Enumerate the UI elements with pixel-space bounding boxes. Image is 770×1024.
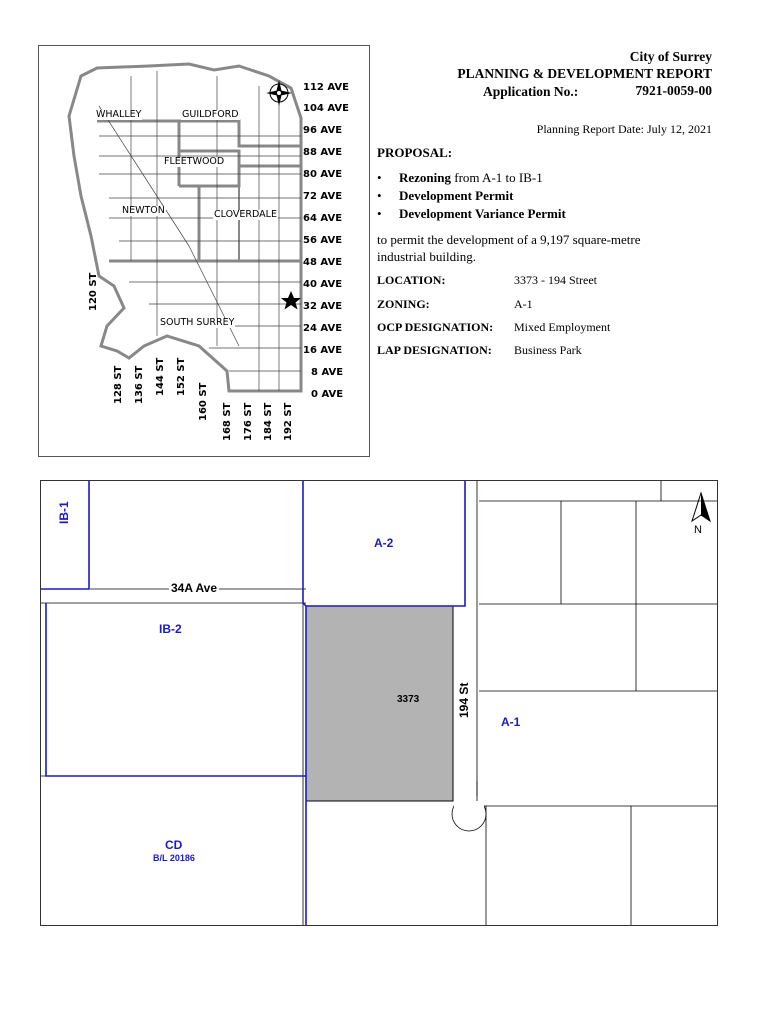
detail-label: LOCATION: [377,273,446,287]
ave-label: 56 AVE [303,235,343,246]
st-label: 160 ST [198,382,209,421]
subject-address: 3373 [397,694,420,705]
detail-label: OCP DESIGNATION: [377,320,494,334]
detail-label: ZONING: [377,297,430,311]
zone-a2-label: A-2 [374,536,394,550]
proposal-item: Development Variance Permit [399,206,566,221]
ave-label: 48 AVE [303,257,343,268]
st-label: 168 ST [222,402,233,441]
st-label: 152 ST [176,357,187,396]
report-title: PLANNING & DEVELOPMENT REPORT [457,66,712,81]
bullet-icon: • [377,188,382,203]
north-label: N [694,524,702,536]
zone-ib2-label: IB-2 [159,622,182,636]
ave-label: 80 AVE [303,169,343,180]
street-34a-ave: 34A Ave [171,581,218,595]
detail-value: Mixed Employment [514,320,611,334]
proposal-item: Development Permit [399,188,514,203]
st-label: 144 ST [155,357,166,396]
detail-value: 3373 - 194 Street [514,273,597,287]
site-map [40,480,718,926]
ave-label: 72 AVE [303,191,343,202]
area-label: NEWTON [122,205,165,216]
proposal-heading: PROPOSAL: [377,145,453,160]
ave-label: 32 AVE [303,301,343,312]
st-label: 192 ST [283,402,294,441]
st-label: 184 ST [263,402,274,441]
detail-label: LAP DESIGNATION: [377,343,492,357]
key-map [38,45,370,457]
proposal-purpose: to permit the development of a 9,197 square-metre [377,232,641,247]
report-date: Planning Report Date: July 12, 2021 [536,122,712,136]
ave-label: 112 AVE [303,82,349,93]
ave-label: 104 AVE [303,103,349,114]
bullet-icon: • [377,170,382,185]
application-number: 7921-0059-00 [635,83,712,98]
city-name: City of Surrey [629,49,712,64]
zone-ib1-label: IB-1 [57,501,71,524]
ave-label: 40 AVE [303,279,343,290]
street-194-st: 194 St [457,682,471,718]
area-label: FLEETWOOD [164,156,225,167]
ave-label: 88 AVE [303,147,343,158]
area-label: CLOVERDALE [214,209,277,220]
proposal-purpose: industrial building. [377,249,476,264]
area-label: WHALLEY [96,109,142,120]
area-label: SOUTH SURREY [160,317,235,328]
proposal-item: Rezoning from A-1 to IB-1 [399,170,543,185]
ave-label: 0 AVE [311,389,344,400]
zone-cd-label: CD [165,838,183,852]
ave-label: 96 AVE [303,125,343,136]
st-label: 176 ST [243,402,254,441]
st-label: 128 ST [113,365,124,404]
st-label: 120 ST [88,272,99,311]
zone-a1-label: A-1 [501,715,521,729]
area-label: GUILDFORD [182,109,239,120]
ave-label: 64 AVE [303,213,343,224]
detail-value: A-1 [514,297,533,311]
application-label: Application No.: [483,84,579,99]
ave-label: 8 AVE [311,367,344,378]
ave-label: 16 AVE [303,345,343,356]
st-label: 136 ST [134,365,145,404]
detail-value: Business Park [514,343,582,357]
bullet-icon: • [377,206,382,221]
ave-label: 24 AVE [303,323,343,334]
zone-cd-bylaw: B/L 20186 [153,853,195,863]
